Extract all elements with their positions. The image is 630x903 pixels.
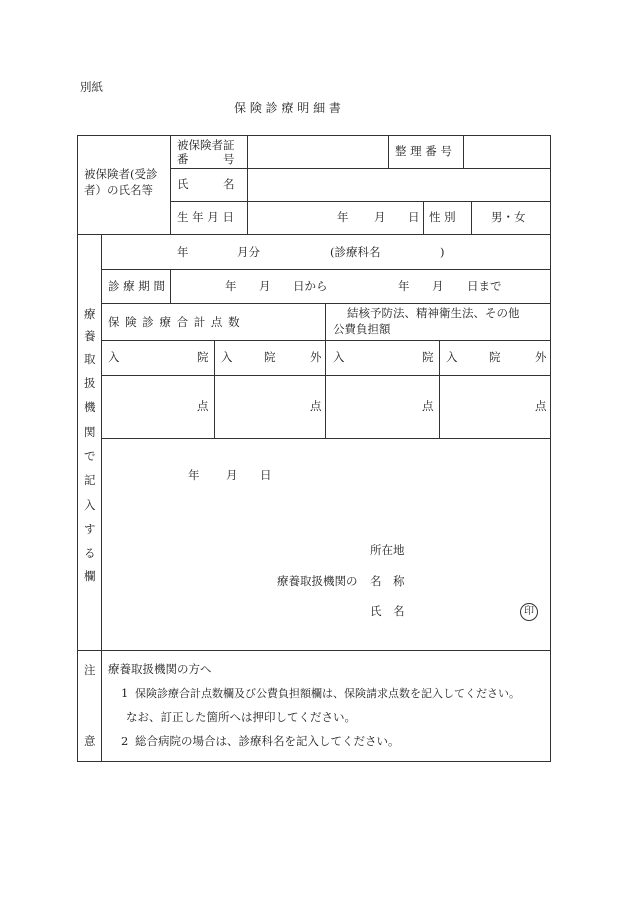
side-char: る bbox=[84, 546, 96, 560]
insured-group-label-2: 者）の氏名等 bbox=[84, 183, 153, 197]
outpatient-points-unit[interactable]: 点 bbox=[310, 399, 322, 413]
notes-side-bottom: 意 bbox=[84, 734, 96, 748]
side-char: 入 bbox=[84, 498, 96, 512]
note-1-text: 保険診療合計点数欄及び公費負担額欄は、保険請求点数を記入してください。 bbox=[135, 687, 520, 700]
birth-year-unit: 年 bbox=[337, 210, 349, 224]
insurance-cert-label: 被保険者証 bbox=[177, 138, 235, 152]
outpatient-label-a: 入 bbox=[221, 350, 233, 364]
period-year-unit: 年 bbox=[177, 245, 189, 259]
sex-label: 性 別 bbox=[429, 210, 456, 224]
insurance-cert-label-2: 番 号 bbox=[177, 152, 235, 166]
inpatient-label-b: 院 bbox=[197, 350, 209, 364]
outpatient-public-label-c: 外 bbox=[535, 350, 547, 364]
address-label: 所在地 bbox=[370, 543, 405, 557]
outpatient-label-c: 外 bbox=[310, 350, 322, 364]
birth-date-label: 生 年 月 日 bbox=[177, 210, 234, 224]
side-char: で bbox=[84, 449, 96, 463]
note-1-continuation: なお、訂正した箇所へは押印してください。 bbox=[126, 710, 356, 724]
public-expense-label-2: 公費負担額 bbox=[333, 322, 391, 336]
seal-mark: 印 bbox=[520, 603, 538, 621]
to-month-unit: 月 bbox=[432, 279, 444, 293]
inpatient-public-label-b: 院 bbox=[422, 350, 434, 364]
birth-day-unit: 日 bbox=[408, 210, 420, 224]
side-char: 療 bbox=[84, 307, 96, 321]
outpatient-public-label-b: 院 bbox=[489, 350, 501, 364]
side-char: 取 bbox=[84, 352, 96, 366]
representative-name-label: 氏 名 bbox=[370, 604, 405, 618]
insured-group-label: 被保険者(受診 bbox=[84, 167, 158, 181]
notes-side-top: 注 bbox=[84, 663, 96, 677]
side-char: 欄 bbox=[84, 569, 96, 583]
attachment-label: 別紙 bbox=[80, 80, 103, 94]
from-month-unit: 月 bbox=[259, 279, 271, 293]
name-label: 氏 名 bbox=[177, 177, 235, 191]
period-month-unit: 月分 bbox=[237, 245, 260, 259]
cert-year-unit: 年 bbox=[188, 468, 200, 482]
inpatient-points-unit[interactable]: 点 bbox=[197, 399, 209, 413]
birth-month-unit: 月 bbox=[374, 210, 386, 224]
department-label: (診療科名 bbox=[330, 245, 381, 259]
cert-month-unit: 月 bbox=[226, 468, 238, 482]
cert-day-unit: 日 bbox=[260, 468, 272, 482]
side-char: 扱 bbox=[84, 376, 96, 390]
department-close: ) bbox=[440, 245, 445, 259]
inpatient-public-points-unit[interactable]: 点 bbox=[422, 399, 434, 413]
to-day-unit: 日まで bbox=[467, 279, 502, 293]
inpatient-label-a: 入 bbox=[108, 350, 120, 364]
from-year-unit: 年 bbox=[225, 279, 237, 293]
document-title: 保 険 診 療 明 細 書 bbox=[234, 101, 341, 115]
facility-name-label: 名 称 bbox=[370, 574, 405, 588]
note-1-number: 1 bbox=[121, 686, 129, 700]
public-expense-label: 結核予防法、精神衛生法、その他 bbox=[347, 306, 520, 320]
to-year-unit: 年 bbox=[398, 279, 410, 293]
treatment-period-label: 診 療 期 間 bbox=[108, 279, 165, 293]
side-char: 記 bbox=[84, 473, 96, 487]
inpatient-public-label-a: 入 bbox=[333, 350, 345, 364]
side-char: 機 bbox=[84, 400, 96, 414]
sex-value[interactable]: 男・女 bbox=[491, 210, 526, 224]
notes-heading: 療養取扱機関の方へ bbox=[108, 662, 212, 676]
reference-number-label: 整 理 番 号 bbox=[395, 144, 452, 158]
outpatient-public-points-unit[interactable]: 点 bbox=[535, 399, 547, 413]
from-day-unit: 日から bbox=[293, 279, 328, 293]
side-char: す bbox=[84, 522, 96, 536]
side-char: 関 bbox=[84, 425, 96, 439]
outpatient-label-b: 院 bbox=[264, 350, 276, 364]
side-char: 養 bbox=[84, 329, 96, 343]
note-2-number: 2 bbox=[121, 734, 129, 748]
note-2-text: 総合病院の場合は、診療科名を記入してください。 bbox=[135, 734, 400, 748]
facility-name-prefix: 療養取扱機関の bbox=[277, 574, 358, 588]
outpatient-public-label-a: 入 bbox=[446, 350, 458, 364]
total-points-label: 保 険 診 療 合 計 点 数 bbox=[108, 315, 241, 329]
